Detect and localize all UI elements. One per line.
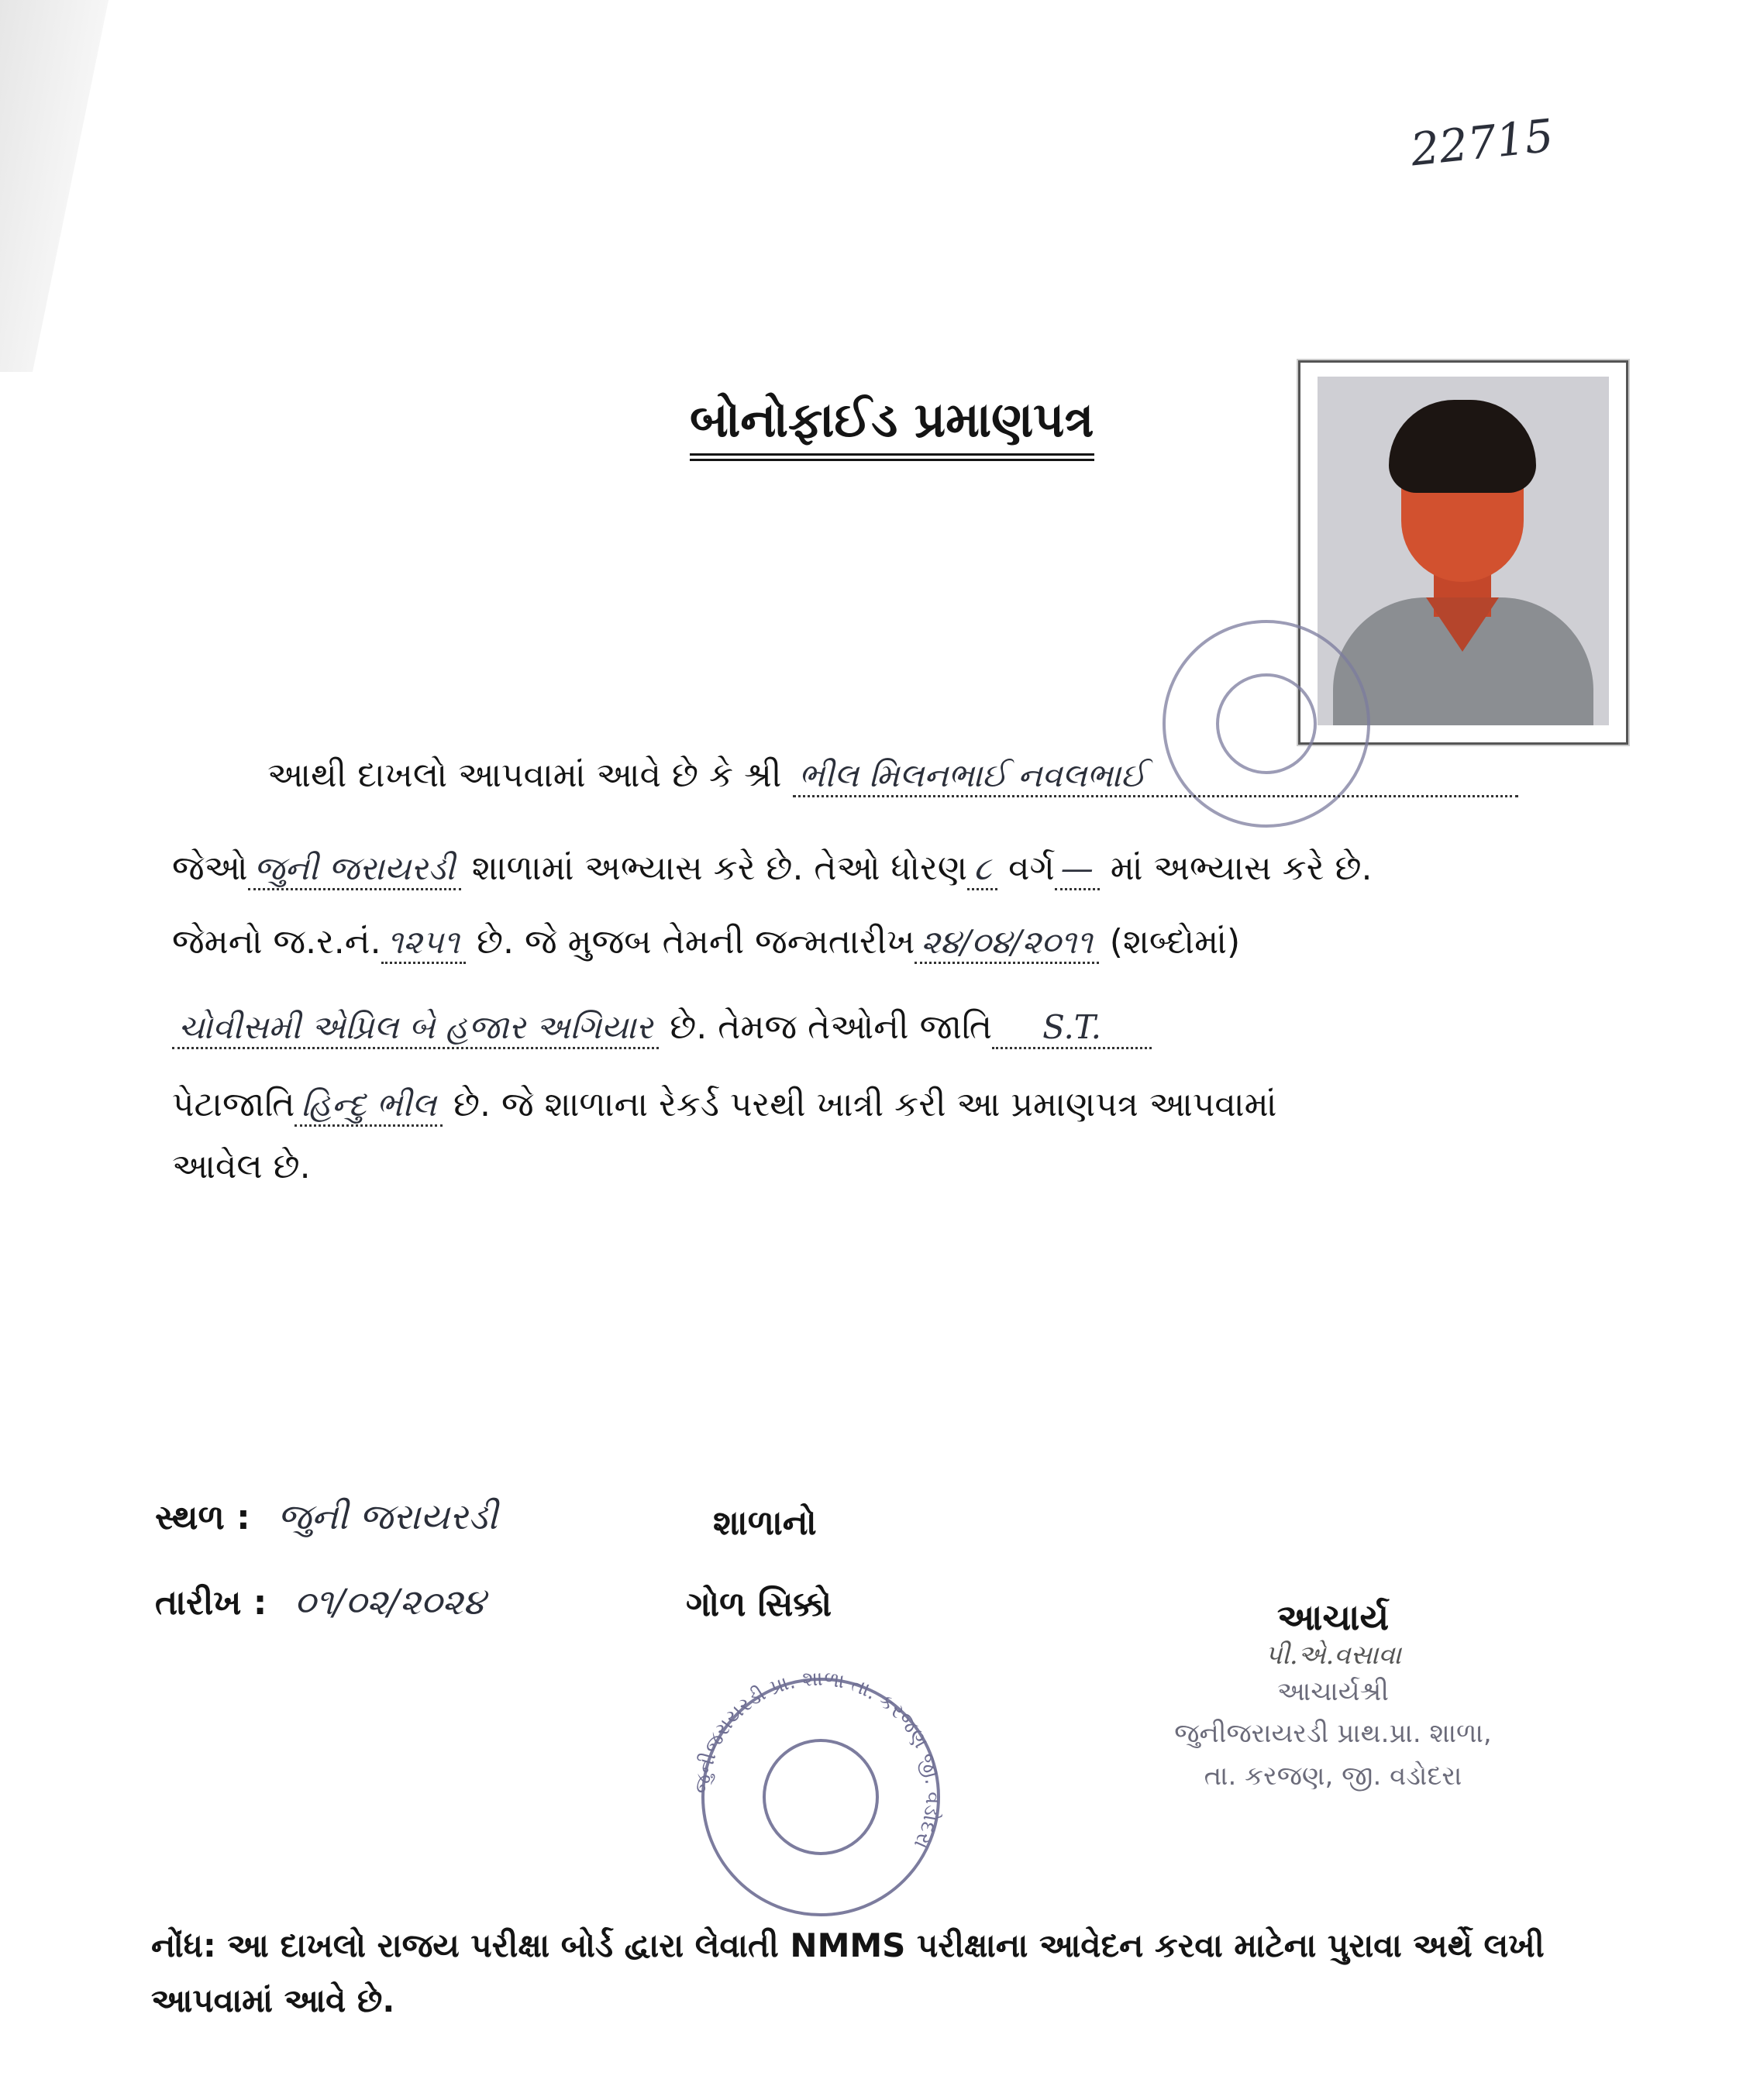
seal-label-line2: ગોળ સિક્કો <box>686 1585 832 1624</box>
standard-value: ૮ <box>973 849 992 887</box>
school-name: જુની જરાયરડી <box>253 849 455 887</box>
date-label: તારીખ : <box>155 1583 267 1623</box>
body-line-3 <box>172 922 1240 962</box>
line2-mid: શાળામાં અભ્યાસ કરે છે. તેઓ ધોરણ <box>471 849 968 888</box>
line3-suffix: (શબ્દોમાં) <box>1109 922 1241 962</box>
principal-stamp-role: આચાર્યશ્રી <box>1276 1676 1390 1707</box>
gr-number-field <box>381 922 466 964</box>
birth-date-words: ચોવીસમી એપ્રિલ બે હજાર અગિયાર <box>178 1008 653 1046</box>
caste-field <box>992 1007 1152 1049</box>
place-value: જુની જરાયરડી <box>277 1496 498 1537</box>
date-row <box>155 1581 485 1624</box>
line1-prefix: આથી દાખલો આપવામાં આવે છે કે શ્રી <box>267 756 782 795</box>
body-line-2 <box>172 849 1372 888</box>
line3-mid: છે. જે મુજબ તેમની જન્મતારીખ <box>477 922 915 962</box>
line2-prefix: જેઓ <box>172 849 248 888</box>
standard-field <box>967 849 997 890</box>
birth-date-words-field <box>172 1007 659 1049</box>
principal-block <box>1116 1596 1550 1797</box>
student-name-field <box>793 756 1518 797</box>
class-field <box>1055 849 1100 890</box>
gr-number: ૧૨૫૧ <box>387 923 460 961</box>
svg-text:જુનીજરાયરડી પ્રા. શાળા તા. કરજ: જુનીજરાયરડી પ્રા. શાળા તા. કરજણ જી. વડોદરા <box>691 1667 945 1853</box>
line2-suffix: માં અભ્યાસ કરે છે. <box>1110 849 1373 888</box>
line4-mid: છે. તેમજ તેઓની જાતિ <box>670 1007 993 1047</box>
seal-label-line1: શાળાનો <box>713 1503 817 1543</box>
school-round-seal-text <box>678 1654 957 1933</box>
reference-number: 22715 <box>1407 108 1556 177</box>
line5-prefix: પેટાજાતિ <box>172 1085 295 1124</box>
principal-stamp-address: તા. કરજણ, જી. વડોદરા <box>1204 1760 1462 1792</box>
certificate-title: બોનોફાઈડ પ્રમાણપત્ર <box>690 391 1094 456</box>
class-label: વર્ગ <box>1008 849 1055 888</box>
birth-date: ૨૪/૦૪/૨૦૧૧ <box>921 923 1093 961</box>
principal-signature: પી.એ.વસાવા <box>1265 1640 1401 1671</box>
sub-caste: હિન્દુ ભીલ <box>301 1086 437 1124</box>
paper-fold-shadow <box>0 0 109 372</box>
school-name-field <box>248 849 461 890</box>
principal-stamp-school: જુનીજરાયરડી પ્રાથ.પ્રા. શાળા, <box>1174 1718 1492 1750</box>
date-value: ૦૧/૦૨/૨૦૨૪ <box>294 1581 485 1623</box>
body-line-5 <box>172 1085 1276 1124</box>
body-line-6: આવેલ છે. <box>172 1147 311 1186</box>
body-line-1 <box>267 756 1518 797</box>
birth-date-field <box>915 922 1098 964</box>
principal-title: આચાર્ય <box>1276 1596 1390 1638</box>
place-row <box>155 1496 498 1539</box>
body-line-4 <box>172 1007 1152 1049</box>
footnote: નોંધ: આ દાખલો રાજય પરીક્ષા બોર્ડ દ્વારા લેવાતી NMMS પરીક્ષાના આવેદન કરવા માટેના પુરાવા અર્થે લખી આપવામાં આવે છે. <box>151 1926 1545 2020</box>
student-name: ભીલ મિલનભાઈ નવલભાઈ <box>798 756 1146 794</box>
line3-prefix: જેમનો જ.ર.નં. <box>172 922 381 962</box>
place-label: સ્થળ : <box>155 1498 250 1537</box>
class-value: — <box>1060 849 1094 887</box>
line5-suffix: છે. જે શાળાના રેકર્ડ પરથી ખાત્રી કરી આ પ્રમાણપત્ર આપવામાં <box>453 1085 1277 1124</box>
caste-value: S.T. <box>1042 1008 1101 1046</box>
sub-caste-field <box>295 1085 443 1127</box>
